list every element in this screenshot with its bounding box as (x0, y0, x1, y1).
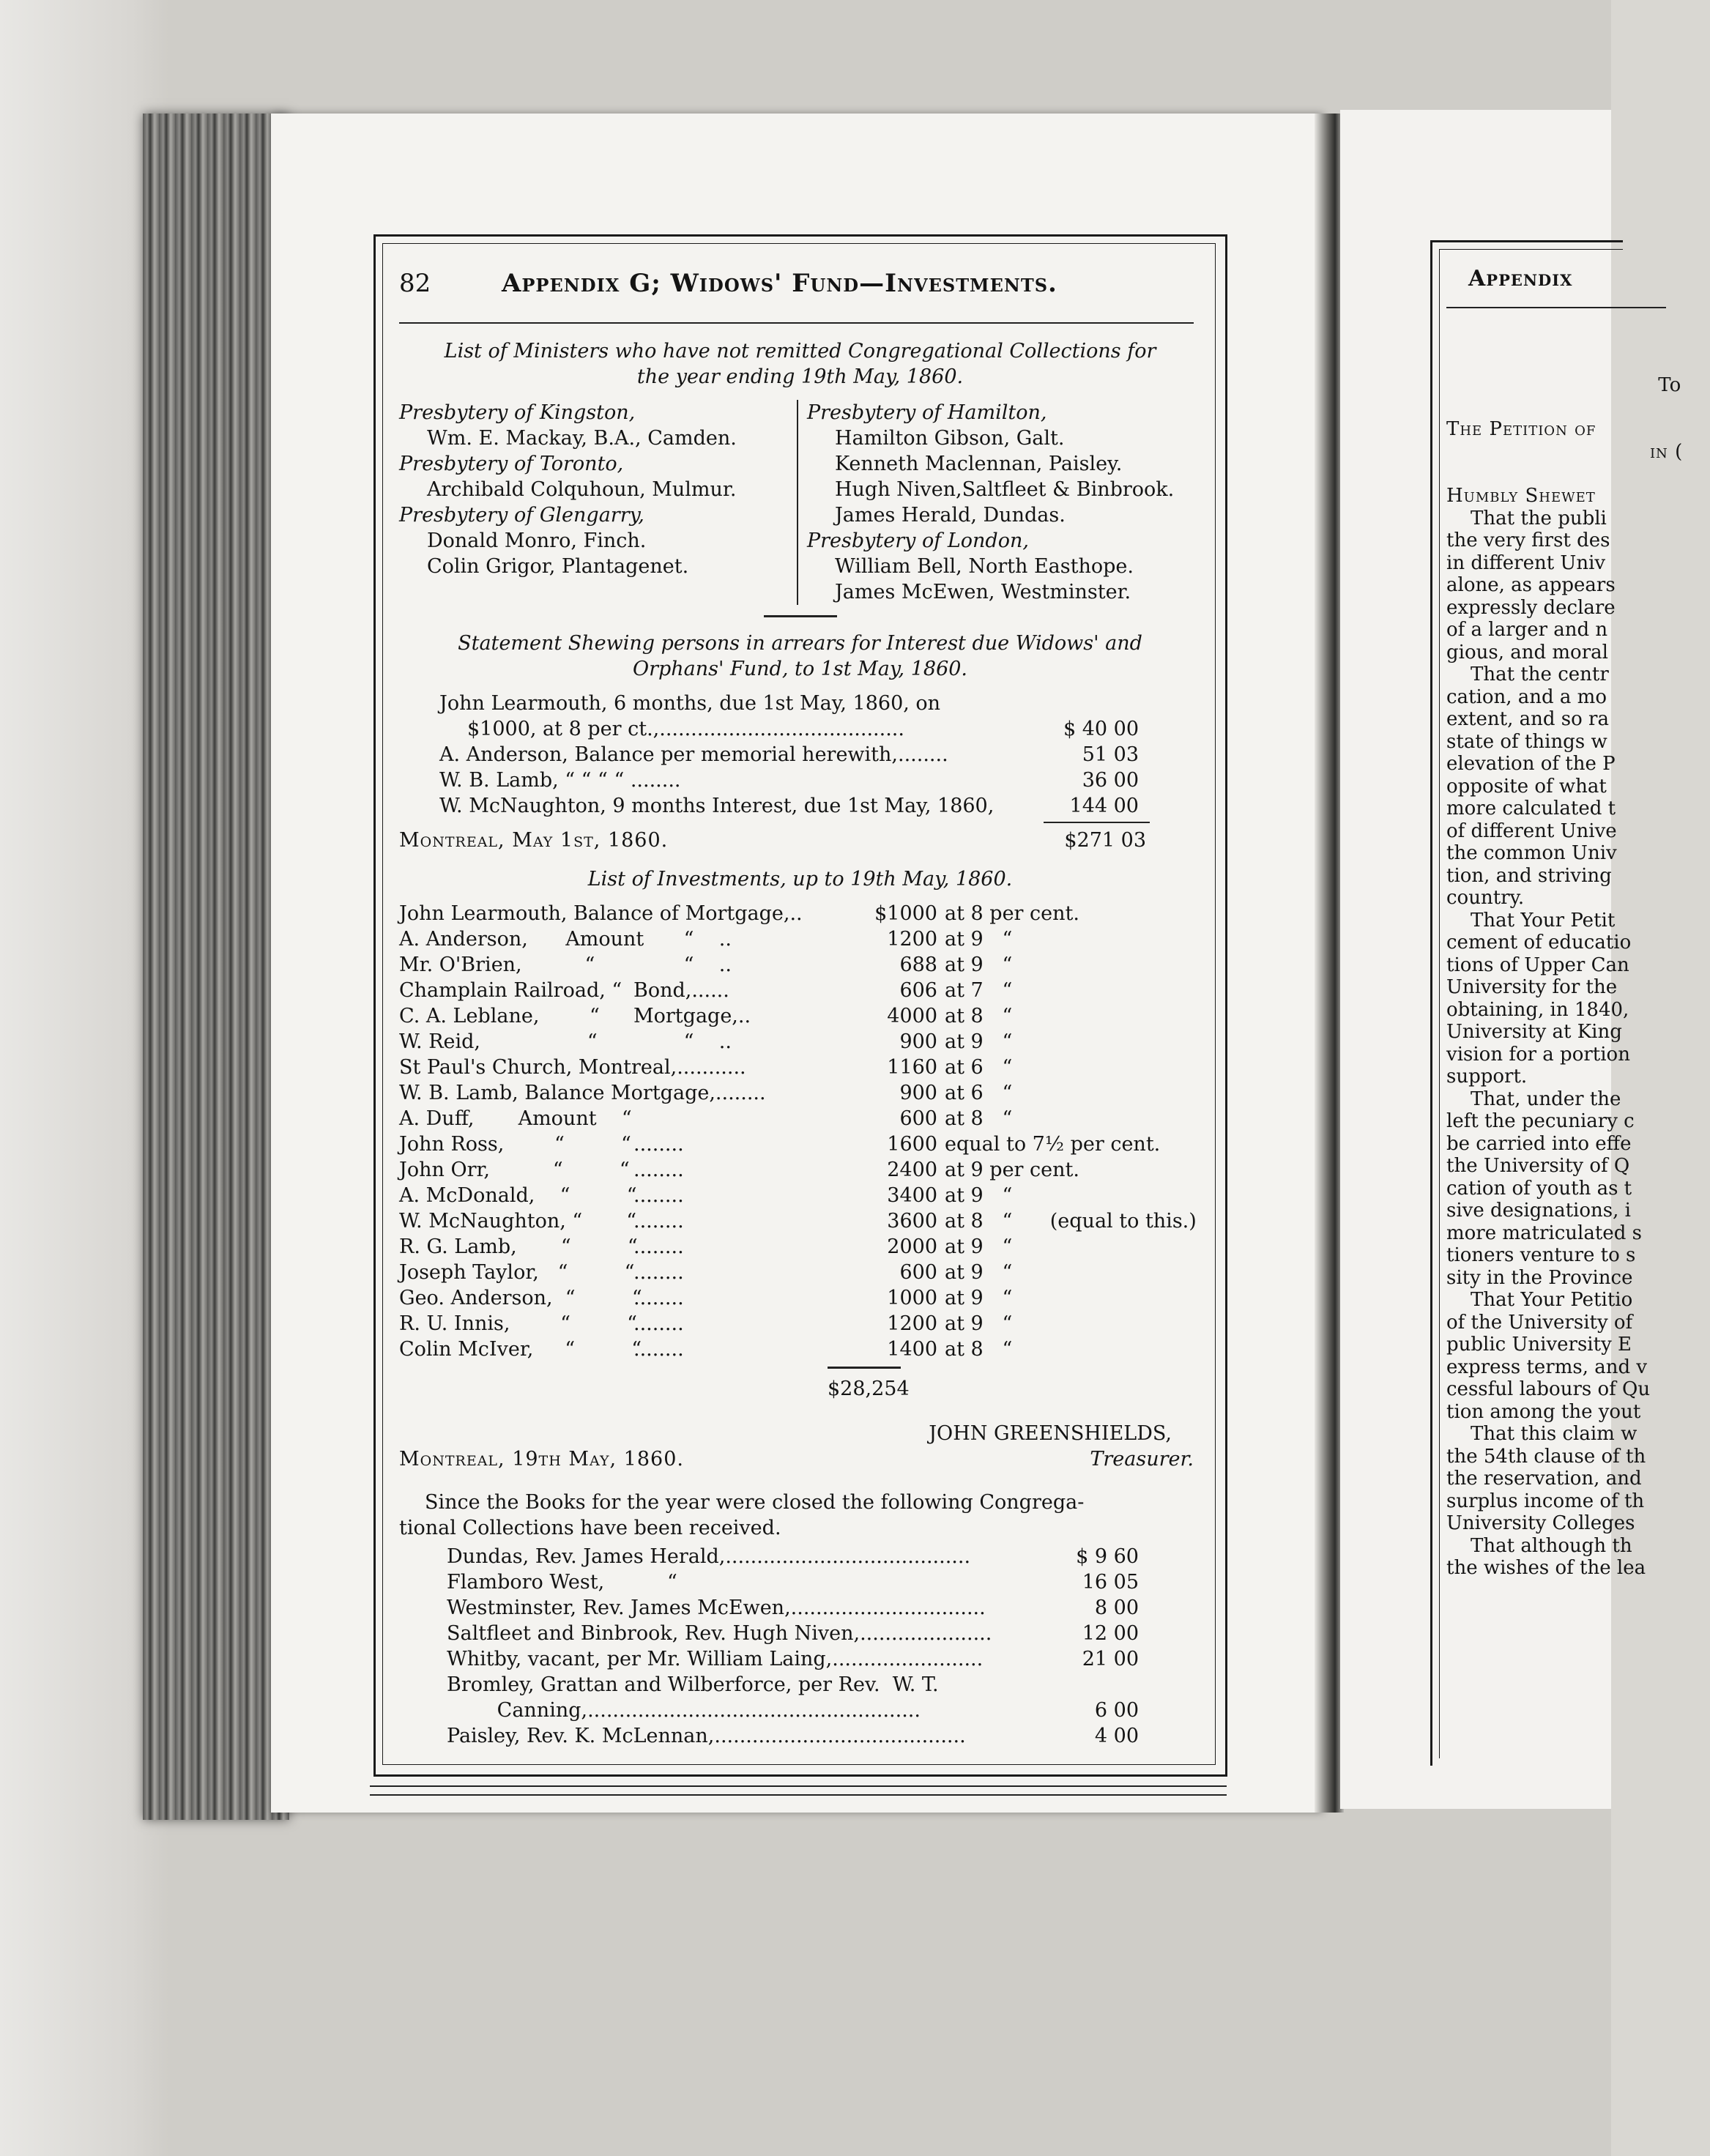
investment-rate: at 9 “ (945, 1261, 1013, 1284)
list-title-line: List of Ministers who have not remitted Congregational Collections for (444, 340, 1156, 363)
right-page-line: the reservation, and (1446, 1468, 1642, 1490)
investment-amount: 1200 (887, 1312, 937, 1335)
investment-type (633, 1106, 828, 1131)
minister-name: Hugh Niven,Saltfleet & Binbrook. (834, 478, 1175, 501)
right-page-line: the University of Q (1446, 1155, 1630, 1177)
right-page-line: That Your Petit (1446, 909, 1616, 932)
right-page-line: tion, and striving (1446, 864, 1612, 887)
investment-row (399, 1080, 1201, 1106)
investment-rate: at 9 “ (945, 1184, 1013, 1207)
collection-amount: 6 00 (1094, 1699, 1139, 1722)
right-page-line: cation of youth as t (1446, 1177, 1632, 1200)
arrears-amount: $ 40 00 (1063, 718, 1139, 740)
right-page-line (1446, 330, 1710, 352)
collection-row (447, 1621, 1139, 1646)
collection-text: Paisley, Rev. K. McLennan,........................................ (447, 1725, 966, 1747)
investment-row (399, 952, 1201, 978)
minister-name: Wm. E. Mackay, B.A., Camden. (427, 427, 737, 450)
investment-type: “ .. (633, 954, 732, 976)
investment-name: W. B. Lamb, Balance Mortgage,........ (399, 1082, 766, 1104)
presbyteries-table (399, 400, 1201, 605)
investment-row (399, 1003, 1201, 1029)
treasurer-name: JOHN GREENSHIELDS, (929, 1422, 1172, 1445)
collection-amount: 8 00 (1094, 1596, 1139, 1619)
since-text (399, 1490, 1201, 1515)
investment-amount: 3400 (887, 1184, 937, 1207)
right-page-line: tioners venture to s (1446, 1244, 1636, 1266)
arrears-title-line: Orphans' Fund, to 1st May, 1860. (632, 658, 968, 680)
investment-rate: at 6 “ (945, 1082, 1013, 1104)
investment-rate: at 9 “ (945, 928, 1013, 951)
header-rule (399, 322, 1194, 324)
right-page-line: state of things w (1446, 730, 1607, 753)
list-title-line: the year ending 19th May, 1860. (636, 365, 964, 388)
investment-name: A. Anderson, Amount (399, 928, 644, 951)
investment-amount: 1400 (887, 1338, 937, 1361)
investment-type: ........ (633, 1338, 684, 1361)
investment-amount: 2400 (887, 1159, 937, 1181)
investment-rate: at 8 “ (945, 1005, 1013, 1027)
investment-amount: 688 (899, 954, 937, 976)
right-page-line: in ( (1446, 440, 1684, 463)
investment-name: Geo. Anderson, “ “ (399, 1287, 642, 1309)
montreal-date-1: Montreal, May 1st, 1860. (399, 829, 669, 852)
minister-name: Archibald Colquhoun, Mulmur. (427, 478, 737, 501)
collections-list (399, 1544, 1139, 1749)
right-page-line: To (1446, 373, 1681, 396)
right-page-line: country. (1446, 887, 1525, 909)
right-page-line (1446, 308, 1710, 330)
investment-rate: at 9 “ (945, 1030, 1013, 1053)
investment-type: Mortgage,.. (633, 1005, 751, 1027)
right-page-line: surplus income of th (1446, 1490, 1645, 1512)
right-page-line: That this claim w (1446, 1423, 1637, 1445)
investment-amount: 606 (899, 979, 937, 1002)
right-page-line (1446, 463, 1710, 485)
investment-name: A. Duff, Amount “ (399, 1107, 632, 1130)
collection-amount: 21 00 (1082, 1648, 1139, 1670)
arrears-row (439, 742, 1139, 767)
collection-amount: 4 00 (1094, 1725, 1139, 1747)
right-page-line: expressly declare (1446, 596, 1616, 619)
arrears-amount: 36 00 (1082, 769, 1139, 792)
investment-amount: 900 (899, 1082, 937, 1104)
investment-type: Bond,...... (633, 979, 729, 1002)
arrears-text: A. Anderson, Balance per memorial herewith,........ (439, 743, 948, 766)
arrears-title-line: Statement Shewing persons in arrears for Interest due Widows' and (458, 632, 1142, 655)
investment-amount: 600 (899, 1107, 937, 1130)
book-page-edges (143, 114, 289, 1820)
investment-row (399, 1285, 1201, 1311)
investment-type: “ .. (633, 1030, 732, 1053)
right-page-line: University Colleges (1446, 1512, 1635, 1534)
arrears-amount (1051, 691, 1139, 716)
section-divider (764, 615, 837, 617)
investment-amount: 2000 (887, 1235, 937, 1258)
investment-rate: at 9 “ (945, 1235, 1013, 1258)
minister-name: Colin Grigor, Plantagenet. (427, 555, 689, 578)
investment-amount: 600 (899, 1261, 937, 1284)
right-page-line: That, under the (1446, 1088, 1621, 1110)
collection-row (447, 1672, 1139, 1698)
collection-row (447, 1569, 1139, 1595)
right-page-line: the wishes of the lea (1446, 1557, 1646, 1579)
arrears-row (439, 767, 1139, 793)
right-page-line: Humbly Shewet (1446, 485, 1596, 507)
collection-amount (1051, 1672, 1139, 1698)
presbyteries-left-column (399, 400, 797, 605)
minister-name: Hamilton Gibson, Galt. (834, 427, 1065, 450)
right-page-line: be carried into effe (1446, 1132, 1632, 1155)
right-page-line: the 54th clause of th (1446, 1445, 1646, 1468)
investment-name: Mr. O'Brien, “ (399, 954, 595, 976)
investment-type (633, 901, 828, 926)
investments-list (399, 901, 1201, 1362)
investment-row (399, 901, 1201, 926)
investment-name: St Paul's Church, Montreal,........... (399, 1056, 746, 1079)
arrears-text: $1000, at 8 per ct.,....................................... (467, 718, 904, 740)
collection-text: Canning,..................................................... (447, 1699, 921, 1722)
investment-name: W. McNaughton, “ “ (399, 1210, 637, 1233)
collection-text: Saltfleet and Binbrook, Rev. Hugh Niven,..................... (447, 1622, 992, 1645)
arrears-amount: 144 00 (1069, 795, 1139, 817)
right-page-line: That Your Petitio (1446, 1289, 1633, 1311)
presbytery-name: Presbytery of Glengarry, (399, 504, 644, 527)
right-page-line: sity in the Province (1446, 1266, 1633, 1289)
arrears-list (399, 691, 1139, 819)
montreal-date-2: Montreal, 19th May, 1860. (399, 1448, 684, 1471)
investment-type: ........ (633, 1133, 684, 1156)
arrears-title (399, 631, 1201, 682)
investment-type: ........ (633, 1312, 684, 1335)
right-page-line: extent, and so ra (1446, 708, 1609, 730)
right-page-line: alone, as appears (1446, 574, 1616, 596)
page-header (399, 264, 1201, 315)
investment-name: C. A. Leblane, “ (399, 1005, 600, 1027)
investment-type: ........ (633, 1184, 684, 1207)
right-page-line: obtaining, in 1840, (1446, 998, 1629, 1021)
right-page-line: gious, and moral (1446, 641, 1608, 663)
investment-type: ........ (633, 1210, 684, 1233)
right-page-line: of a larger and n (1446, 619, 1608, 641)
right-page-line: support. (1446, 1066, 1528, 1088)
right-page-line: vision for a portion (1446, 1043, 1630, 1066)
right-page-line: University at King (1446, 1021, 1622, 1043)
right-page-line: the common Univ (1446, 842, 1617, 864)
investment-row (399, 1157, 1201, 1183)
investment-row (399, 1337, 1201, 1362)
arrears-total-row (399, 828, 1201, 853)
right-page-line: cation, and a mo (1446, 685, 1607, 708)
investment-rate: equal to 7½ per cent. (945, 1133, 1161, 1156)
right-page-line: cement of educatio (1446, 932, 1632, 954)
right-page-line: of the University of (1446, 1311, 1633, 1334)
right-page-line: public University E (1446, 1334, 1632, 1356)
right-page-line: the very first des (1446, 529, 1610, 551)
investment-amount: 1600 (887, 1133, 937, 1156)
ministers-list-title (399, 338, 1201, 390)
presbytery-name: Presbytery of London, (806, 529, 1029, 552)
arrears-total: $271 03 (1064, 829, 1146, 852)
right-page-line: in different Univ (1446, 551, 1606, 574)
arrears-amount: 51 03 (1082, 743, 1139, 766)
investment-row (399, 926, 1201, 952)
right-page-line: That the centr (1446, 663, 1609, 685)
investment-type: ........ (633, 1235, 684, 1258)
collection-text: Dundas, Rev. James Herald,....................................... (447, 1545, 971, 1568)
investment-row (399, 1131, 1201, 1157)
minister-name: William Bell, North Easthope. (834, 555, 1134, 578)
right-page-line: express terms, and v (1446, 1356, 1648, 1378)
investment-name: Champlain Railroad, “ (399, 979, 622, 1002)
right-page-line: elevation of the P (1446, 753, 1616, 775)
investments-title: List of Investments, up to 19th May, 1860. (587, 868, 1013, 891)
since-text-line: tional Collections have been received. (399, 1517, 781, 1539)
investment-type: ........ (633, 1261, 684, 1284)
investment-amount: $1000 (874, 902, 937, 925)
investment-rate: at 8 per cent. (945, 902, 1079, 925)
right-page-line: more calculated t (1446, 798, 1616, 819)
investment-amount: 900 (899, 1030, 937, 1053)
investment-rate: at 9 “ (945, 954, 1013, 976)
book-gutter (1315, 114, 1344, 1813)
page-number: 82 (399, 269, 431, 298)
collection-text: Flamboro West, “ (447, 1571, 677, 1594)
running-head: Appendix G; Widows' Fund—Investments. (502, 269, 1057, 298)
investment-row (399, 1183, 1201, 1208)
right-page-line: sive designations, i (1446, 1200, 1631, 1222)
investment-amount: 4000 (887, 1005, 937, 1027)
arrears-row (439, 793, 1139, 819)
minister-name: James McEwen, Westminster. (834, 581, 1131, 603)
collection-row (447, 1698, 1139, 1723)
investment-type: ........ (633, 1159, 684, 1181)
investment-name: John Orr, “ “ (399, 1159, 630, 1181)
investment-rate: at 9 “ (945, 1312, 1013, 1335)
collection-text: Whitby, vacant, per Mr. William Laing,........................ (447, 1648, 984, 1670)
minister-name: James Herald, Dundas. (834, 504, 1066, 527)
investment-type: “ .. (633, 928, 732, 951)
investment-name: R. G. Lamb, “ “ (399, 1235, 638, 1258)
arrears-row (439, 716, 1139, 742)
presbytery-name: Presbytery of Toronto, (399, 453, 624, 475)
investment-row (399, 1234, 1201, 1260)
collection-amount: 12 00 (1082, 1622, 1139, 1645)
right-page-line: tion among the yout (1446, 1400, 1641, 1423)
investment-name: R. U. Innis, “ “ (399, 1312, 637, 1335)
arrears-text: W. McNaughton, 9 months Interest, due 1st May, 1860, (439, 795, 995, 817)
right-page-line: tions of Upper Can (1446, 954, 1629, 976)
right-page-line: left the pecuniary c (1446, 1110, 1635, 1132)
right-page-line: That although th (1446, 1534, 1632, 1557)
investment-name: Joseph Taylor, “ “ (399, 1261, 635, 1284)
right-page-line: University for the (1446, 976, 1618, 998)
right-page-line: more matriculated s (1446, 1222, 1642, 1244)
right-page-line: That the publi (1446, 507, 1607, 529)
presbytery-name: Presbytery of Kingston, (399, 401, 636, 424)
right-page-lines (1446, 308, 1710, 1580)
arrears-text: John Learmouth, 6 months, due 1st May, 1860, on (439, 692, 941, 715)
investment-rate: at 8 “ (945, 1107, 1013, 1130)
left-page-content (399, 264, 1201, 1749)
investment-row (399, 1260, 1201, 1285)
presbyteries-right-column (797, 400, 1201, 605)
right-page-line (1446, 396, 1710, 418)
investment-type (633, 1055, 828, 1080)
right-page-line: opposite of what (1446, 775, 1607, 798)
investment-row (399, 1029, 1201, 1055)
investment-row (399, 1311, 1201, 1337)
investment-amount: 1160 (887, 1056, 937, 1079)
collection-amount: $ 9 60 (1076, 1545, 1139, 1568)
investment-amount: 1200 (887, 928, 937, 951)
collection-row (447, 1646, 1139, 1672)
collection-row (447, 1723, 1139, 1749)
investment-rate: at 8 “ (945, 1338, 1013, 1361)
right-page-line (1446, 352, 1710, 374)
investment-rate: at 9 “ (945, 1287, 1013, 1309)
investment-row (399, 1055, 1201, 1080)
investment-rate: at 8 “ (equal to this.) (945, 1210, 1197, 1233)
right-page-content (1446, 264, 1710, 1580)
arrears-row (439, 691, 1139, 716)
right-page-line: of different Unive (1446, 819, 1617, 842)
investment-type (633, 1080, 828, 1106)
investment-rate: at 9 per cent. (945, 1159, 1079, 1181)
collection-text: Westminster, Rev. James McEwen,............................... (447, 1596, 986, 1619)
collection-text: Bromley, Grattan and Wilberforce, per Rev. W. T. (447, 1673, 939, 1696)
presbytery-name: Presbytery of Hamilton, (806, 401, 1047, 424)
investment-row (399, 978, 1201, 1003)
investments-total-rule (828, 1367, 901, 1369)
treasurer-row (399, 1446, 1201, 1472)
investment-amount: 1000 (887, 1287, 937, 1309)
investment-rate: at 6 “ (945, 1056, 1013, 1079)
collection-amount: 16 05 (1082, 1571, 1139, 1594)
investment-name: John Learmouth, Balance of Mortgage,.. (399, 902, 803, 925)
collection-row (447, 1544, 1139, 1569)
right-page-line: The Petition of (1446, 418, 1596, 440)
investments-total: $28,254 (828, 1378, 910, 1400)
minister-name: Kenneth Maclennan, Paisley. (834, 453, 1123, 475)
investment-type: ........ (633, 1287, 684, 1309)
investment-name: Colin McIver, “ “ (399, 1338, 642, 1361)
investment-row (399, 1106, 1201, 1131)
treasurer-title: Treasurer. (1090, 1448, 1194, 1471)
arrears-total-rule (1044, 822, 1150, 823)
right-page-line: cessful labours of Qu (1446, 1378, 1651, 1400)
right-running-head: Appendix (1468, 266, 1573, 291)
investment-name: John Ross, “ “ (399, 1133, 631, 1156)
minister-name: Donald Monro, Finch. (427, 529, 647, 552)
investment-rate: at 7 “ (945, 979, 1013, 1002)
investment-row (399, 1208, 1201, 1234)
investment-amount: 3600 (887, 1210, 937, 1233)
collection-row (447, 1595, 1139, 1621)
bottom-double-rule (370, 1785, 1227, 1796)
since-text-line: Since the Books for the year were closed the following Congrega- (425, 1491, 1085, 1514)
arrears-text: W. B. Lamb, “ “ “ “ ........ (439, 769, 681, 792)
investment-name: A. McDonald, “ “ (399, 1184, 637, 1207)
investment-name: W. Reid, “ (399, 1030, 598, 1053)
